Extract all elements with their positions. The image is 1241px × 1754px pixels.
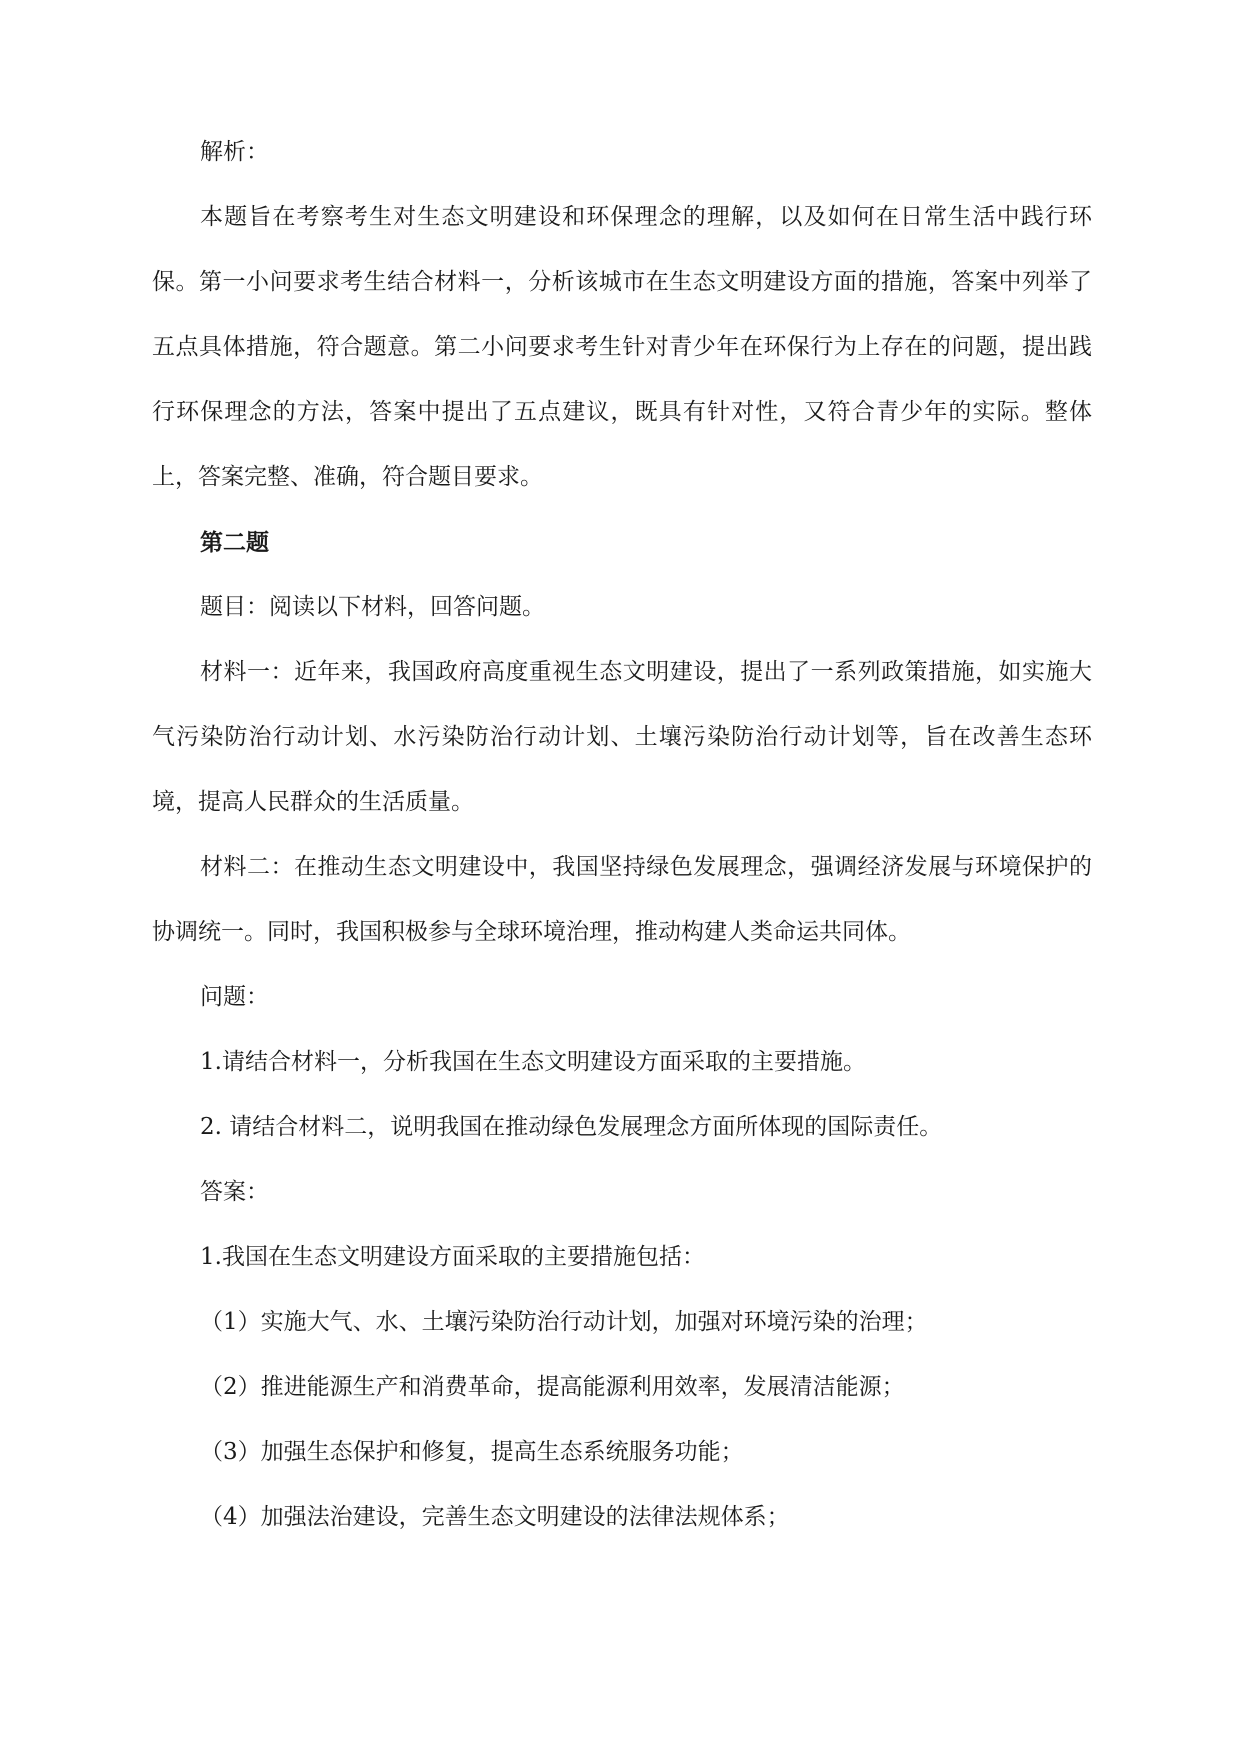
analysis-label: 解析： xyxy=(200,139,269,165)
analysis-paragraph: 本题旨在考察考生对生态文明建设和环保理念的理解，以及如何在日常生活中践行环保。第一小问要求考生结合材料一，分析该城市在生态文明建设方面的措施，答案中列举了五点具体措施，符合题意。第二小问要求考生针对青少年在环保行为上存在的问题，提出践行环保理念的方法，答案中提出了五点建议，既具有针对性，又符合青少年的实际。整体上，答案完整、准确，符合题目要求。 xyxy=(152,204,1092,490)
question-two: 2. 请结合材料二，说明我国在推动绿色发展理念方面所体现的国际责任。 xyxy=(200,1114,943,1140)
answer-label: 答案： xyxy=(200,1179,269,1205)
document-page xyxy=(152,120,1092,1550)
answer-one-intro: 1.我国在生态文明建设方面采取的主要措施包括： xyxy=(200,1244,705,1270)
answer-item-3: （3）加强生态保护和修复，提高生态系统服务功能； xyxy=(200,1439,744,1465)
answer-item-4: （4）加强法治建设，完善生态文明建设的法律法规体系； xyxy=(200,1504,790,1530)
section-heading: 第二题 xyxy=(200,529,269,556)
question-one: 1.请结合材料一，分析我国在生态文明建设方面采取的主要措施。 xyxy=(200,1049,866,1075)
questions-label: 问题： xyxy=(200,984,269,1010)
question-prompt: 题目：阅读以下材料，回答问题。 xyxy=(200,594,545,620)
answer-item-2: （2）推进能源生产和消费革命，提高能源利用效率，发展清洁能源； xyxy=(200,1374,905,1400)
material-two: 材料二：在推动生态文明建设中，我国坚持绿色发展理念，强调经济发展与环境保护的协调统一。同时，我国积极参与全球环境治理，推动构建人类命运共同体。 xyxy=(152,854,1092,945)
answer-item-1: （1）实施大气、水、土壤污染防治行动计划，加强对环境污染的治理； xyxy=(200,1309,928,1335)
material-one: 材料一：近年来，我国政府高度重视生态文明建设，提出了一系列政策措施，如实施大气污染防治行动计划、水污染防治行动计划、土壤污染防治行动计划等，旨在改善生态环境，提高人民群众的生活质量。 xyxy=(152,659,1092,815)
